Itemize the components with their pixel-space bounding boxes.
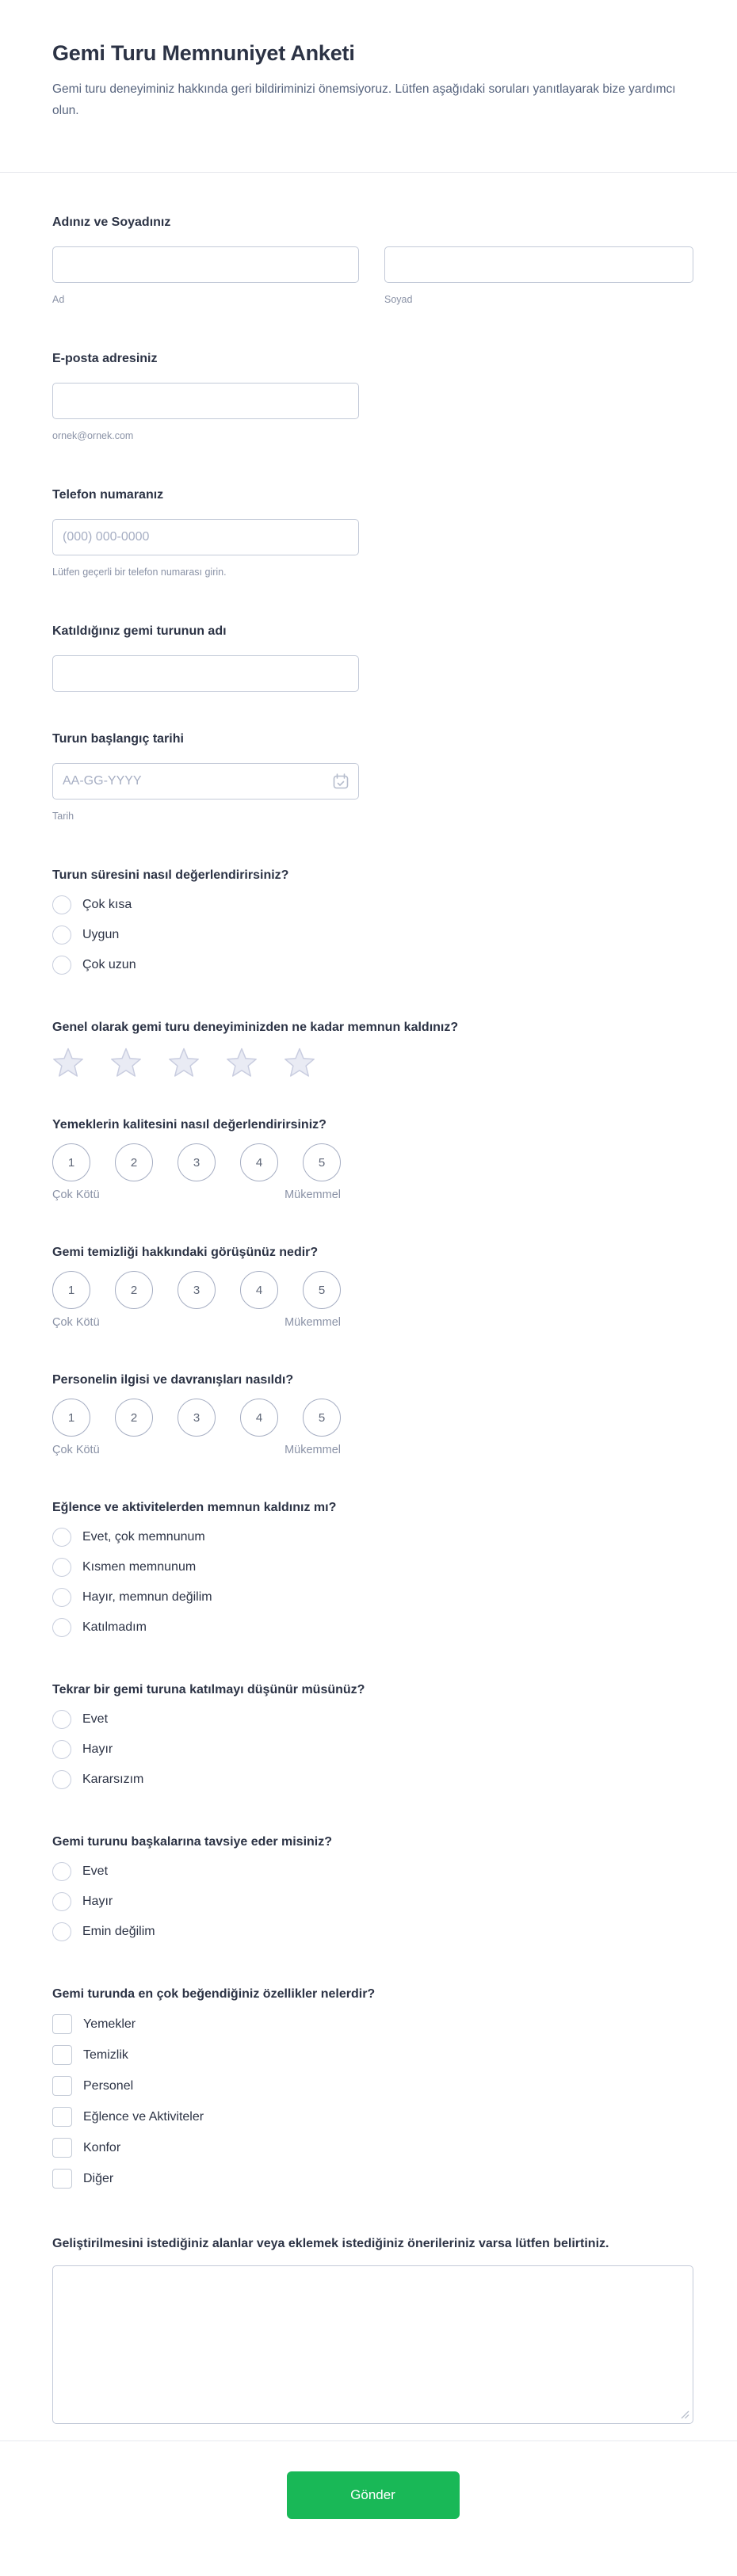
scale-option-4[interactable]: 4 [240, 1143, 278, 1181]
form-subtitle: Gemi turu deneyiminiz hakkında geri bildiriminizi önemsiyoruz. Lütfen aşağıdaki soruları yanıtlayarak bize yardımcı olun. [52, 82, 676, 117]
radio-option[interactable] [52, 956, 693, 975]
question-label: E-posta adresiniz [52, 352, 158, 365]
scale-best-label: Mükemmel [284, 1189, 341, 1201]
radio-option[interactable] [52, 1710, 693, 1729]
email-hint: ornek@ornek.com [52, 430, 134, 441]
radio-option-label[interactable]: Hayır [82, 1895, 113, 1908]
radio-option-label[interactable]: Evet [82, 1712, 109, 1726]
scale-worst-label: Çok Kötü [52, 1316, 100, 1329]
star-icon[interactable] [110, 1047, 142, 1078]
question-label: Personelin ilgisi ve davranışları nasıldı? [52, 1373, 294, 1387]
tour-name-input[interactable] [52, 655, 359, 692]
star-rating [52, 1047, 693, 1078]
checkbox-icon[interactable] [52, 2138, 72, 2158]
radio-option-label[interactable]: Kısmen memnunum [82, 1560, 197, 1574]
question-label: Gemi turunda en çok beğendiğiniz özellikler nelerdir? [52, 1987, 376, 2001]
question-label: Adınız ve Soyadınız [52, 216, 171, 229]
question-label: Telefon numaranız [52, 488, 164, 502]
scale-option-3[interactable]: 3 [178, 1399, 216, 1437]
star-icon[interactable] [52, 1047, 84, 1078]
radio-option[interactable] [52, 1618, 693, 1637]
scale-option-2[interactable]: 2 [115, 1399, 153, 1437]
calendar-icon[interactable] [332, 773, 349, 790]
checkbox-option[interactable] [52, 2169, 693, 2189]
question-recommend [52, 1834, 693, 1941]
radio-option-label[interactable]: Evet [82, 1864, 109, 1878]
scale-worst-label: Çok Kötü [52, 1444, 100, 1456]
radio-option[interactable] [52, 1588, 693, 1607]
radio-icon[interactable] [52, 895, 71, 914]
radio-icon[interactable] [52, 1618, 71, 1637]
checkbox-icon[interactable] [52, 2045, 72, 2065]
scale-option-5[interactable]: 5 [303, 1399, 341, 1437]
checkbox-option-label[interactable]: Diğer [83, 2171, 114, 2185]
scale-option-3[interactable]: 3 [178, 1271, 216, 1309]
checkbox-option[interactable] [52, 2045, 693, 2065]
radio-icon[interactable] [52, 1922, 71, 1941]
radio-option-label[interactable]: Kararsızım [82, 1773, 144, 1786]
question-label: Genel olarak gemi turu deneyiminizden ne kadar memnun kaldınız? [52, 1021, 459, 1034]
question-label: Turun süresini nasıl değerlendirirsiniz? [52, 868, 289, 882]
scale-option-5[interactable]: 5 [303, 1143, 341, 1181]
radio-option-label[interactable]: Hayır [82, 1742, 113, 1756]
radio-option[interactable] [52, 925, 693, 945]
suggestions-textarea[interactable] [52, 2265, 693, 2424]
scale-option-1[interactable]: 1 [52, 1271, 90, 1309]
radio-option[interactable] [52, 1558, 693, 1577]
radio-option[interactable] [52, 1892, 693, 1911]
rating-scale [52, 1399, 693, 1437]
radio-option-label[interactable]: Çok uzun [82, 958, 136, 971]
question-email [52, 350, 693, 442]
radio-icon[interactable] [52, 1710, 71, 1729]
radio-icon[interactable] [52, 925, 71, 945]
question-food-quality [52, 1116, 693, 1203]
star-icon[interactable] [168, 1047, 200, 1078]
phone-hint: Lütfen geçerli bir telefon numarası girin. [52, 567, 227, 578]
radio-icon[interactable] [52, 1862, 71, 1881]
submit-button[interactable]: Gönder [287, 2471, 460, 2519]
radio-option-label[interactable]: Hayır, memnun değilim [82, 1590, 212, 1604]
question-staff [52, 1372, 693, 1458]
scale-option-4[interactable]: 4 [240, 1399, 278, 1437]
checkbox-option-label[interactable]: Yemekler [83, 2017, 136, 2031]
radio-option-label[interactable]: Çok kısa [82, 898, 132, 911]
question-duration [52, 867, 693, 975]
radio-option[interactable] [52, 1770, 693, 1789]
rating-scale [52, 1143, 693, 1181]
scale-worst-label: Çok Kötü [52, 1189, 100, 1201]
radio-icon[interactable] [52, 1740, 71, 1759]
radio-option-label[interactable]: Uygun [82, 928, 120, 941]
scale-option-1[interactable]: 1 [52, 1143, 90, 1181]
scale-option-4[interactable]: 4 [240, 1271, 278, 1309]
question-start-date [52, 731, 693, 822]
checkbox-option-label[interactable]: Eğlence ve Aktiviteler [83, 2109, 204, 2124]
radio-icon[interactable] [52, 1588, 71, 1607]
radio-option[interactable] [52, 1862, 693, 1881]
radio-option-label[interactable]: Katılmadım [82, 1620, 147, 1634]
radio-option[interactable] [52, 895, 693, 914]
checkbox-option[interactable] [52, 2014, 693, 2034]
checkbox-option[interactable] [52, 2138, 693, 2158]
checkbox-icon[interactable] [52, 2076, 72, 2096]
scale-best-label: Mükemmel [284, 1316, 341, 1329]
date-hint: Tarih [52, 811, 74, 822]
radio-option[interactable] [52, 1740, 693, 1759]
question-label: Yemeklerin kalitesini nasıl değerlendirirsiniz? [52, 1118, 326, 1132]
scale-option-1[interactable]: 1 [52, 1399, 90, 1437]
checkbox-option[interactable] [52, 2107, 693, 2127]
radio-icon[interactable] [52, 956, 71, 975]
question-label: Gemi temizliği hakkındaki görüşünüz nedir? [52, 1246, 319, 1259]
question-tour-name [52, 623, 693, 692]
radio-icon[interactable] [52, 1892, 71, 1911]
checkbox-icon[interactable] [52, 2014, 72, 2034]
radio-option[interactable] [52, 1528, 693, 1547]
question-fullname [52, 214, 693, 306]
form-title: Gemi Turu Memnuniyet Anketi [52, 41, 355, 65]
question-phone [52, 487, 693, 578]
radio-icon[interactable] [52, 1770, 71, 1789]
question-join-again [52, 1681, 693, 1789]
checkbox-option[interactable] [52, 2076, 693, 2096]
question-cleanliness [52, 1244, 693, 1330]
checkbox-option-label[interactable]: Personel [83, 2078, 134, 2093]
email-input[interactable] [52, 383, 359, 419]
scale-option-2[interactable]: 2 [115, 1271, 153, 1309]
last-name-input[interactable] [384, 246, 693, 283]
question-suggestions [52, 2233, 693, 2424]
question-label: Geliştirilmesini istediğiniz alanlar veya eklemek istediğiniz önerileriniz varsa lütfen belirtiniz. [52, 2237, 609, 2250]
question-overall-rating [52, 1019, 693, 1078]
radio-icon[interactable] [52, 1528, 71, 1547]
radio-option[interactable] [52, 1922, 693, 1941]
last-name-sublabel: Soyad [384, 294, 413, 305]
rating-scale [52, 1271, 693, 1309]
radio-option-label[interactable]: Evet, çok memnunum [82, 1530, 205, 1544]
scale-option-3[interactable]: 3 [178, 1143, 216, 1181]
question-label: Eğlence ve aktivitelerden memnun kaldınız mı? [52, 1501, 337, 1514]
scale-best-label: Mükemmel [284, 1444, 341, 1456]
question-label: Gemi turunu başkalarına tavsiye eder misiniz? [52, 1835, 333, 1849]
checkbox-option-label[interactable]: Temizlik [83, 2047, 128, 2062]
date-input[interactable] [52, 763, 359, 800]
scale-option-5[interactable]: 5 [303, 1271, 341, 1309]
question-label: Turun başlangıç tarihi [52, 732, 184, 746]
star-icon[interactable] [226, 1047, 258, 1078]
checkbox-option-label[interactable]: Konfor [83, 2140, 121, 2154]
radio-option-label[interactable]: Emin değilim [82, 1925, 155, 1938]
question-entertainment [52, 1499, 693, 1637]
star-icon[interactable] [284, 1047, 315, 1078]
first-name-input[interactable] [52, 246, 359, 283]
scale-option-2[interactable]: 2 [115, 1143, 153, 1181]
radio-icon[interactable] [52, 1558, 71, 1577]
question-label: Tekrar bir gemi turuna katılmayı düşünür müsünüz? [52, 1683, 365, 1696]
first-name-sublabel: Ad [52, 294, 65, 305]
checkbox-icon[interactable] [52, 2169, 72, 2189]
question-liked-features [52, 1986, 693, 2189]
checkbox-icon[interactable] [52, 2107, 72, 2127]
question-label: Katıldığınız gemi turunun adı [52, 624, 227, 638]
phone-input[interactable] [52, 519, 359, 555]
